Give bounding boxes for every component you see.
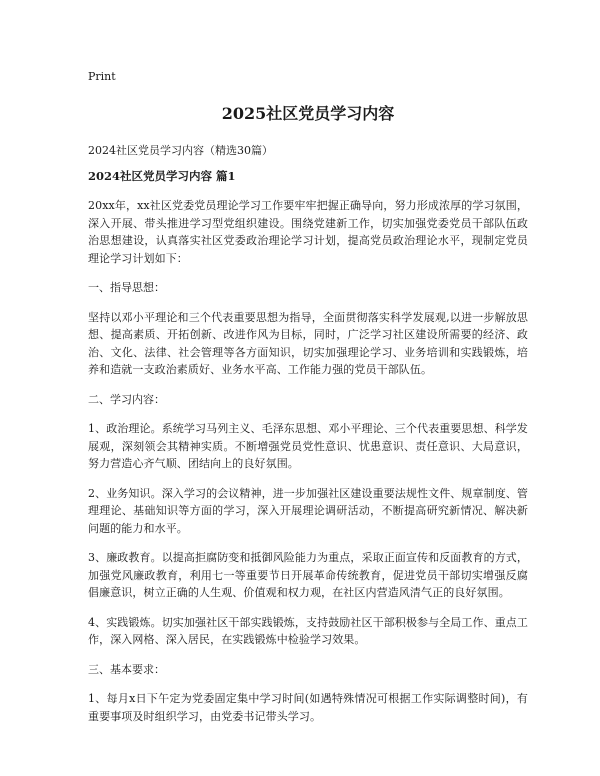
document-page	[88, 70, 528, 737]
content-item-politics: 1、政治理论。系统学习马列主义、毛泽东思想、邓小平理论、三个代表重要思想、科学发展观，深刻领会其精神实质。不断增强党员党性意识、忧患意识、责任意识、大局意识，努力营造心齐气顺、团结向上的良好氛围。	[88, 422, 528, 470]
content-item-practice: 4、实践锻炼。切实加强社区干部实践锻炼，支持鼓励社区干部积极参与全局工作、重点工作，深入网格、深入居民，在实践锻炼中检验学习效果。	[88, 615, 528, 646]
document-subtitle: 2024社区党员学习内容（精选30篇）	[88, 144, 273, 157]
section-heading: 2024社区党员学习内容 篇1	[88, 169, 236, 183]
guiding-paragraph: 坚持以邓小平理论和三个代表重要思想为指导，全面贯彻落实科学发展观,以进一步解放思想、提高素质、开拓创新、改进作风为目标，同时，广泛学习社区建设所需要的经济、政治、文化、法律、社会管理等各方面知识，切实加强理论学习、业务培训和实践锻炼，培养和造就一支政治素质好、业务水平高、工作能力强的党员干部队伍。	[88, 310, 528, 376]
requirements-heading: 三、基本要求：	[88, 662, 165, 676]
print-label[interactable]: Print	[88, 70, 116, 83]
content-item-integrity: 3、廉政教育。以提高拒腐防变和抵御风险能力为重点，采取正面宣传和反面教育的方式，加强党风廉政教育，利用七一等重要节日开展革命传统教育，促进党员干部切实增强反腐倡廉意识，树立正确的人生观、价值观和权力观，在社区内营造风清气正的良好氛围。	[88, 551, 528, 599]
intro-paragraph: 20xx年，xx社区党委党员理论学习工作要牢牢把握正确导向，努力形成浓厚的学习氛围，深入开展、带头推进学习型党组织建设。围绕党建新工作，切实加强党委党员干部队伍政治思想建设，认真落实社区党委政治理论学习计划，提高党员政治理论水平，现制定党员理论学习计划如下：	[88, 199, 528, 265]
requirement-item-1: 1、每月x日下午定为党委固定集中学习时间(如遇特殊情况可根据工作实际调整时间)，有重要事项及时组织学习，由党委书记带头学习。	[88, 692, 528, 723]
content-heading: 二、学习内容：	[88, 392, 165, 406]
guiding-heading: 一、指导思想：	[88, 281, 165, 294]
content-item-business: 2、业务知识。深入学习的会议精神，进一步加强社区建设重要法规性文件、规章制度、管理理论、基础知识等方面的学习，深入开展理论调研活动，不断提高研究新情况、解决新问题的能力和水平。	[88, 486, 528, 535]
document-title: 2025社区党员学习内容	[221, 104, 395, 123]
